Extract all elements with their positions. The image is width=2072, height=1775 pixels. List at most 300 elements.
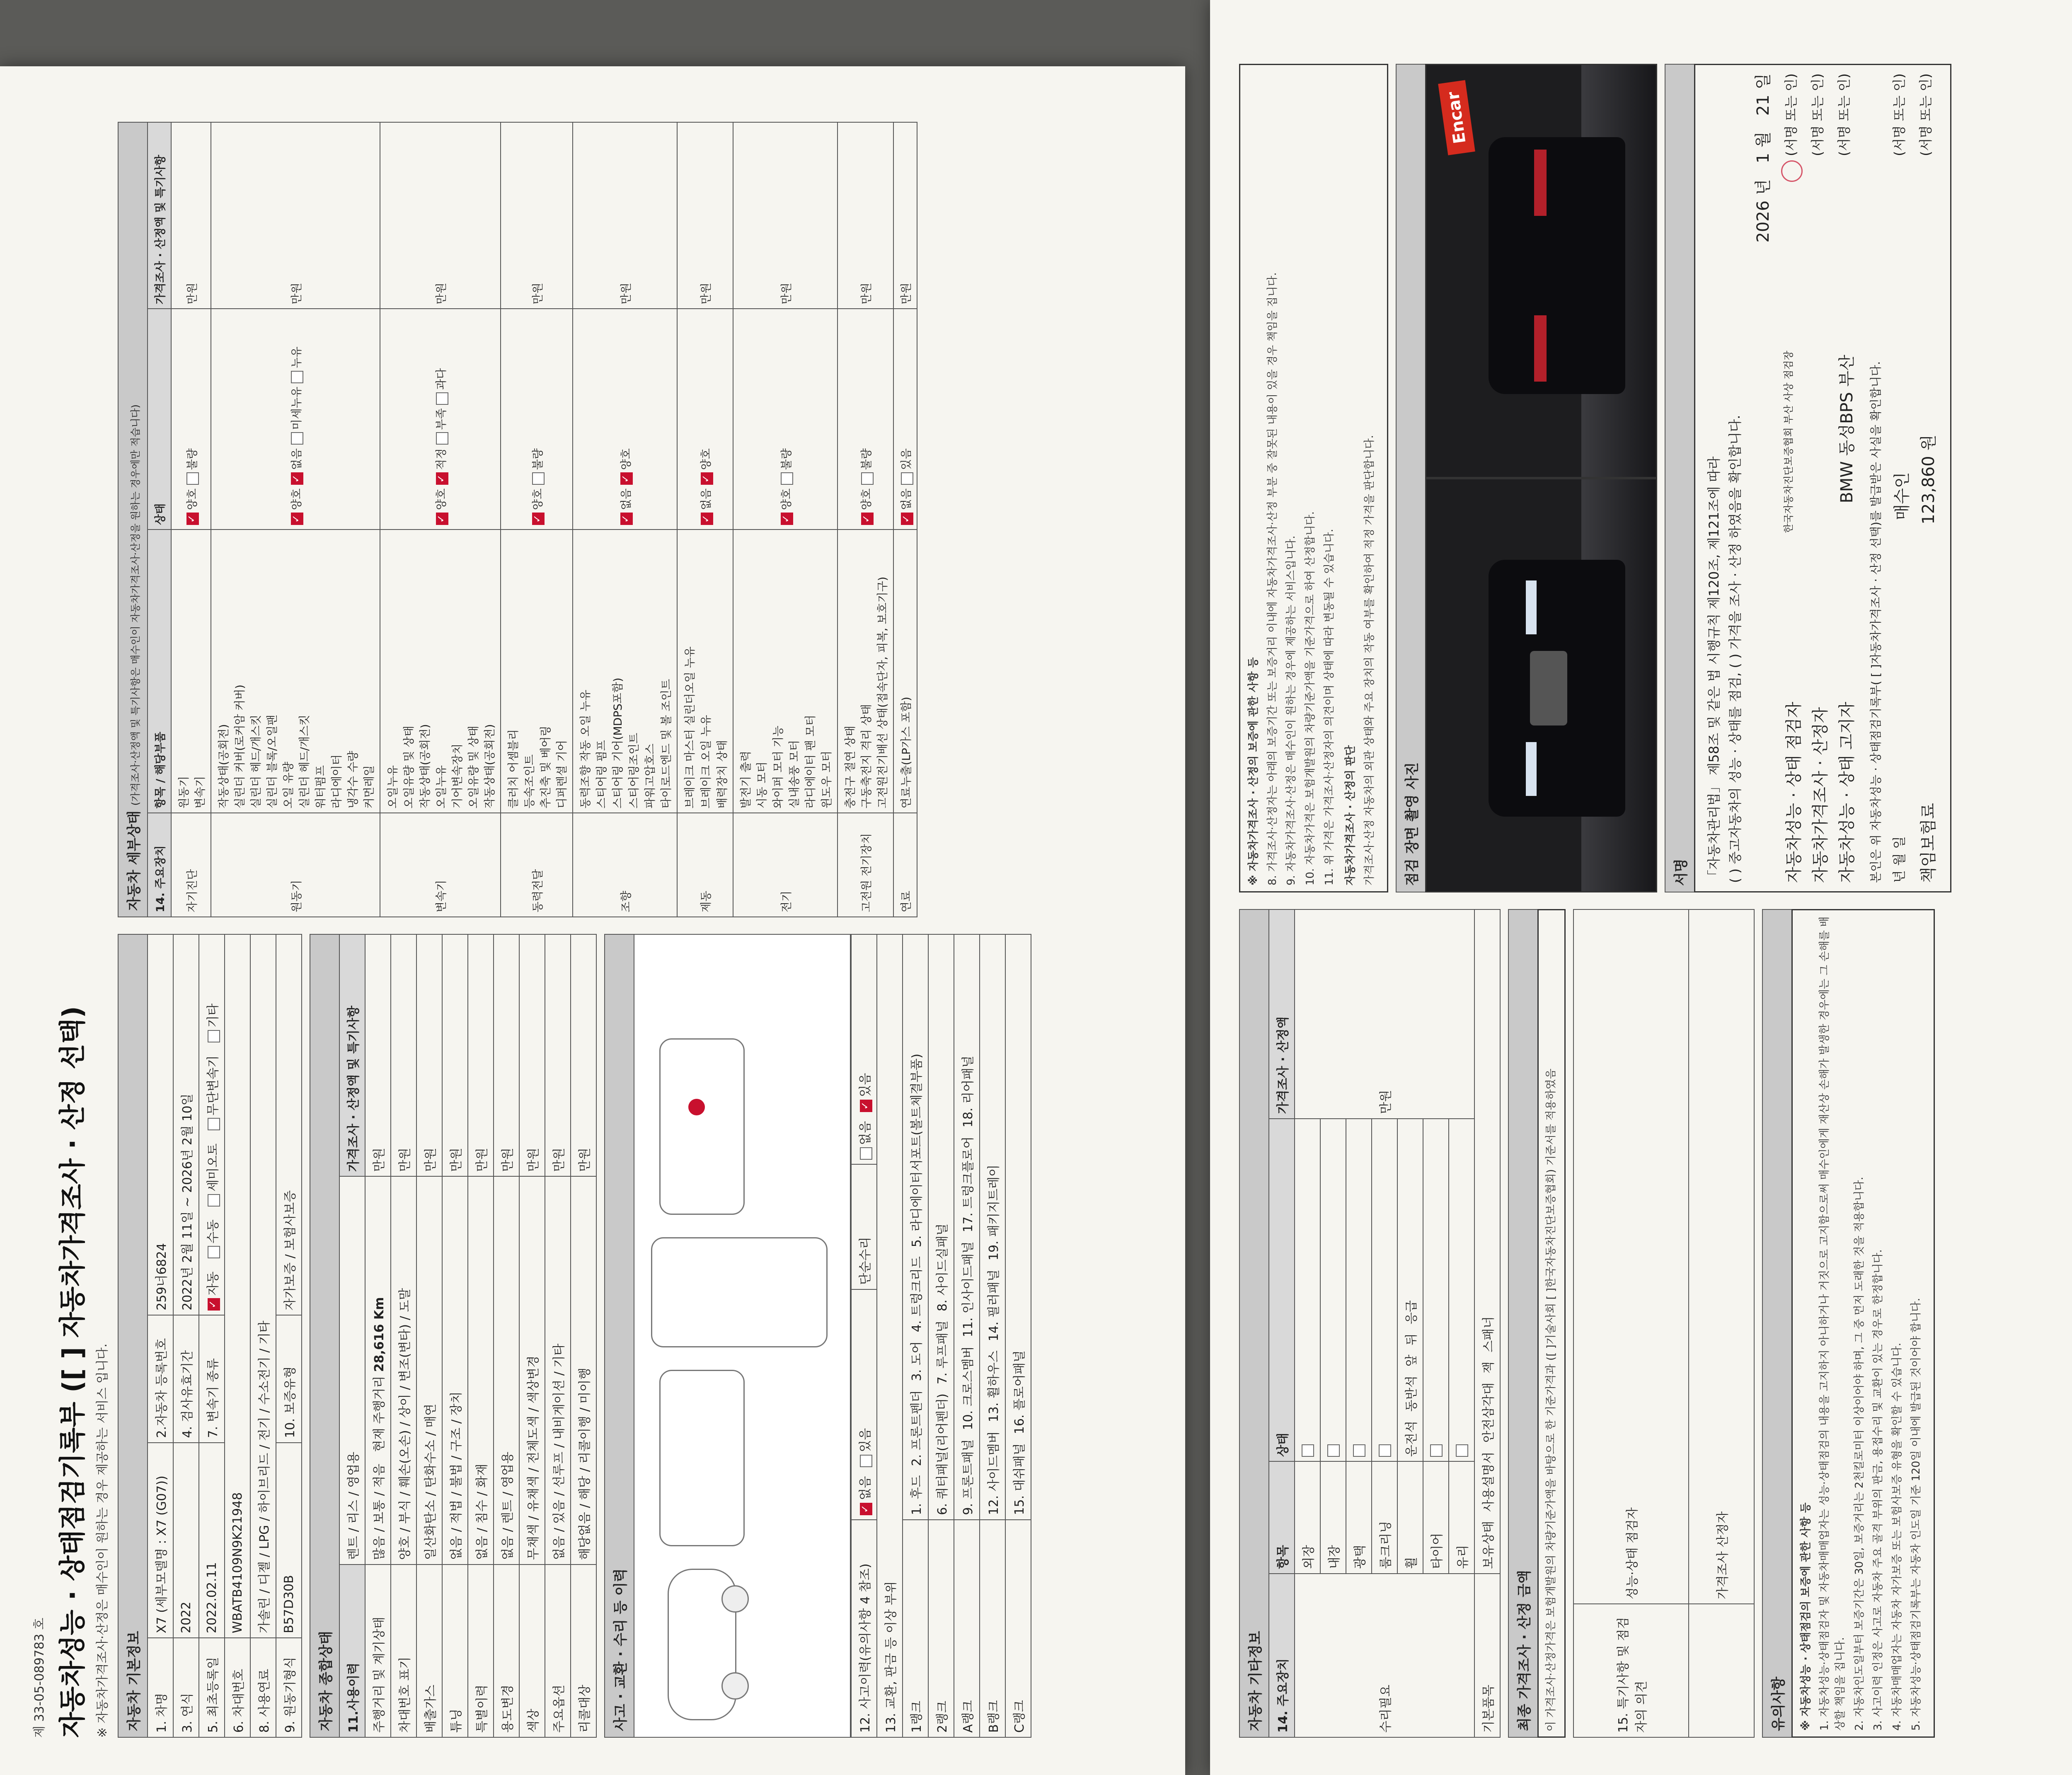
state-word: 양호 — [780, 488, 793, 510]
signature-header: 서명 — [1665, 64, 1694, 892]
repair-state — [1346, 1119, 1372, 1462]
detail-unit: 만원 — [677, 122, 733, 309]
checkbox — [208, 1030, 220, 1042]
panel-item: 2. 프론트펜더 — [910, 1390, 924, 1466]
dealer-line: 자동차성능 · 상태 고지자 — [1837, 701, 1857, 883]
general-row-value: 렌트 / 리스 / 영업용 — [339, 1176, 365, 1565]
doc-number: 제 33-05-089783 호 — [32, 1618, 47, 1738]
transmission-option: 무단변속기 — [206, 1055, 220, 1116]
left-column — [118, 934, 1170, 1738]
detail-state — [838, 309, 893, 530]
detail-item: 기어변속장치 — [451, 743, 464, 809]
accident-option: 없음 — [858, 1476, 873, 1500]
basic-field-label: 4. 검사유효기간 — [173, 1315, 199, 1443]
outer-rank2 — [928, 934, 954, 1520]
detail-items — [573, 530, 677, 813]
state-word: 불량 — [531, 448, 545, 470]
detail-section: 조향 — [573, 813, 677, 917]
basic-field-label: 9. 원동기형식 — [276, 1638, 302, 1737]
buyer-row — [1889, 73, 1915, 883]
panel-item: 7. 루프패널 — [935, 1320, 950, 1385]
insurance-row — [1915, 73, 1942, 883]
basic-field-label: 5. 최초등록일 — [199, 1638, 225, 1737]
detail-items — [733, 530, 838, 813]
basic-field-label: 1. 차명 — [148, 1638, 173, 1737]
checkbox — [186, 472, 199, 485]
encar-badge: Encar — [1438, 80, 1475, 155]
detail-item: 브레이크 마스터 실린더오일 누유 — [684, 646, 697, 809]
detail-item: 변속기 — [194, 776, 207, 809]
checkbox — [860, 1147, 872, 1160]
detail-state — [380, 309, 501, 530]
basic-field-value: WBATB4109N9K21948 — [225, 934, 250, 1638]
general-row-label: 주요옵션 — [545, 1565, 571, 1737]
price-unit: 만원 — [391, 934, 416, 1176]
repair-row: 휠 — [1397, 1461, 1423, 1574]
detail-item: 원동기 — [178, 776, 191, 809]
detail-item: 작동상태(공회전) — [419, 724, 432, 809]
panel-item: 8. 사이드실패널 — [935, 1224, 950, 1312]
detail-item: 작동상태(공회전) — [218, 724, 230, 809]
checkbox — [861, 513, 874, 525]
right-column — [118, 122, 1170, 917]
car-headlight — [1526, 580, 1537, 634]
checkbox — [436, 432, 448, 445]
buyer-label: 매수인 — [1892, 472, 1912, 520]
detail-section: 고전원 전기장치 — [838, 813, 893, 917]
detail-items — [893, 530, 917, 813]
mileage-label: 현재 주행거리 — [372, 1376, 387, 1452]
detail-section: 원동기 — [211, 813, 380, 917]
caution-line: 4. 자동차매매업자는 자동차 자가보증 또는 보험사보증 유형을 확인할 수 있습니다. — [1891, 1342, 1904, 1731]
panel-item: 1. 후드 — [910, 1475, 924, 1515]
main-b — [980, 934, 1005, 1520]
detail-col-price: 가격조사 · 산정액 및 특기사항 — [148, 122, 171, 309]
general-row-options: 많음 / 보통 / 적음 — [372, 1463, 387, 1560]
checkbox — [701, 472, 713, 485]
main-a — [954, 934, 980, 1520]
detail-item: 스티어링조인트 — [628, 733, 641, 809]
basic-item: 사용설명서 — [1481, 1451, 1496, 1512]
detail-item: 스티어링 기어(MDPS포함) — [612, 677, 625, 809]
basic-info-header: 자동차 기본정보 — [118, 934, 147, 1738]
detail-item: 추진축 및 베어링 — [540, 725, 552, 809]
repair-row: 타이어 — [1423, 1461, 1449, 1574]
basic-field-label: 8. 사용연료 — [250, 1638, 276, 1737]
detail-item: 윈도우 모터 — [821, 751, 833, 809]
detail-item: 시동 모터 — [756, 762, 769, 809]
checkbox — [620, 472, 633, 485]
checkbox — [208, 1298, 220, 1311]
detail-items — [171, 530, 211, 813]
checkbox — [860, 1455, 872, 1467]
accident-options — [851, 1289, 877, 1519]
detail-unit: 만원 — [501, 122, 573, 309]
rank-label: 2랭크 — [928, 1520, 954, 1737]
detail-header — [118, 122, 147, 917]
buyer-date: 년 월 일 — [1891, 836, 1907, 883]
buyer-sign: (서명 또는 인) — [1891, 73, 1907, 156]
main-c — [1005, 934, 1031, 1520]
price-person-sign: (서명 또는 인) — [1810, 73, 1826, 156]
repair-state — [1397, 1119, 1423, 1462]
state-word: 없음 — [700, 488, 713, 510]
state-word: 불량 — [860, 448, 873, 470]
car-frame-outline — [651, 1237, 828, 1347]
simple-repair-label: 단순수리 — [851, 1164, 877, 1289]
panels-label: 13. 교환, 판금 등 이상 부위 — [877, 934, 903, 1737]
price-unit: 만원 — [545, 934, 571, 1176]
state-word: 불량 — [780, 448, 793, 470]
panel-item: 18. 리어패널 — [961, 1055, 975, 1128]
price-unit: 만원 — [494, 934, 519, 1176]
detail-state — [211, 309, 380, 530]
checkbox — [781, 472, 793, 485]
general-row-label: 용도변경 — [494, 1565, 519, 1737]
detail-items — [838, 530, 893, 813]
detail-state — [171, 309, 211, 530]
detail-section: 제동 — [677, 813, 733, 917]
price-line: 11. 위 가격은 가격조사·산정자의 의견이며 상태에 따라 변동될 수 있습니다. — [1323, 529, 1336, 885]
checkbox — [291, 371, 303, 383]
price-certify-text: 가격조사·산정 자동차의 외관 상태와 주요 장치의 작동 여부를 확인하여 적정 가격을 판단합니다. — [1363, 435, 1376, 885]
general-row-label: 11.사용이력 — [339, 1565, 365, 1737]
photo-header: 점검 장면 촬영 사진 — [1396, 64, 1425, 892]
basic-field-label: 2.자동차 등록번호 — [148, 1315, 173, 1443]
right-page-inner — [1239, 37, 2072, 1738]
state-word: 없음 — [620, 488, 633, 510]
detail-item: 파워고압호스 — [644, 743, 657, 809]
state-word: 적정 — [435, 448, 448, 470]
checkbox — [860, 1100, 872, 1112]
detail-item: 오일 유량 — [282, 762, 295, 809]
state-word: 양호 — [860, 488, 873, 510]
price-unit: 만원 — [416, 934, 442, 1176]
special-notes-table — [1573, 909, 1755, 1738]
basic-field-value: 2022 — [173, 1443, 199, 1638]
basic-item: 안전삼각대 — [1481, 1382, 1496, 1443]
detail-item: 구동축전지 격리 상태 — [860, 704, 873, 809]
transmission-option: 자동 — [206, 1271, 220, 1296]
signature-box — [1694, 64, 1951, 892]
general-row-value: 일산화탄소 / 탄화수소 / 매연 — [416, 1176, 442, 1565]
general-row-label: 튜닝 — [442, 1565, 468, 1737]
detail-state — [893, 309, 917, 530]
panel-item: 12. 사이드멤버 — [987, 1431, 1001, 1515]
detail-item: 실린더 커버(로커암 커버) — [234, 684, 247, 809]
car-top-outline — [659, 1370, 745, 1546]
detail-item: 실린더 블록/오일팬 — [266, 714, 279, 809]
detail-col-item: 항목 / 해당부품 — [148, 530, 171, 813]
basic-field-label: 10. 보증유형 — [276, 1315, 302, 1443]
detail-col-state: 상태 — [148, 309, 171, 530]
checkbox — [901, 472, 913, 485]
panel-item: 15. 대쉬패널 — [1012, 1443, 1027, 1515]
detail-item: 고전원전기배선 상태(접속단자, 피복, 보호기구) — [876, 576, 889, 809]
rank-label: C랭크 — [1005, 1520, 1031, 1737]
final-price-header: 최종 가격조사 · 산정 금액 — [1508, 909, 1537, 1738]
general-row-label: 배출가스 — [416, 1565, 442, 1737]
checkbox — [291, 472, 303, 485]
price-unit: 만원 — [365, 934, 391, 1176]
detail-unit: 만원 — [380, 122, 501, 309]
detail-item: 워터펌프 — [315, 765, 327, 809]
detail-section: 변속기 — [380, 813, 501, 917]
detail-unit: 만원 — [573, 122, 677, 309]
other-col-main: 14. 주요장치 — [1269, 1574, 1295, 1737]
panel-item: 9. 프론트패널 — [961, 1439, 975, 1515]
detail-item: 오일누유 — [387, 765, 399, 809]
position-word: 운전석 — [1404, 1421, 1419, 1457]
panel-item: 6. 쿼터패널(리어펜더) — [935, 1393, 950, 1515]
checkbox — [186, 513, 199, 525]
checkbox — [208, 1194, 220, 1207]
repair-state — [1423, 1119, 1449, 1462]
checkbox — [532, 513, 545, 525]
checkbox — [532, 472, 545, 485]
detail-state — [733, 309, 838, 530]
inspector-sign: (서명 또는 인) — [1783, 73, 1799, 156]
price-inspector-label: 가격조사 산정자 — [1689, 909, 1754, 1604]
general-status-header: 자동차 종합상태 — [310, 934, 339, 1738]
date-year: 2026 년 — [1754, 179, 1773, 243]
position-word: 동반석 — [1404, 1376, 1419, 1412]
simple-repair-option: 없음 — [858, 1121, 873, 1145]
rank-label: 1랭크 — [903, 1520, 928, 1737]
basic-item: 잭 — [1481, 1361, 1496, 1374]
confirm-text2: ( ) 중고자동차의 성능 · 상태를 점검, ( ) 가격을 조사 · 산정 하였음을 확인합니다. — [1727, 415, 1743, 883]
panel-item: 13. 휠하우스 — [987, 1350, 1001, 1422]
detail-item: 클러치 어셈블리 — [507, 729, 520, 809]
state-word: 부족 — [435, 408, 448, 430]
car-body-rear — [1489, 137, 1625, 394]
car-taillight — [1534, 315, 1547, 382]
basic-items — [1474, 909, 1500, 1574]
price-column-header: 가격조사 · 산정액 및 특기사항 — [339, 934, 365, 1176]
state-word: 없음 — [900, 488, 913, 510]
detail-item: 디퍼렌셜 기어 — [556, 740, 569, 809]
accident-table — [851, 934, 1031, 1738]
caution-header: 유의사항 — [1762, 909, 1791, 1738]
dealer-name: BMW 동성BPS 부산 — [1837, 355, 1857, 503]
accident-header: 사고 · 교환 · 수리 등 이력 — [604, 934, 634, 1738]
detail-item: 등속조인트 — [523, 754, 536, 809]
detail-col-main: 14. 주요장치 — [148, 813, 171, 917]
basic-field-value: 2022.02.11 — [199, 1443, 225, 1638]
detail-section: 자기진단 — [171, 813, 211, 917]
detail-item: 냉각수 수량 — [347, 751, 360, 809]
transmission-options — [199, 934, 225, 1315]
price-guarantee-box — [1239, 64, 1388, 892]
basic-item: 스패너 — [1481, 1316, 1496, 1352]
doc-title: 자동차성능 · 상태점검기록부 ([ ] 자동차가격조사 · 산정 선택) — [58, 1006, 88, 1738]
state-word: 없음 — [290, 448, 303, 470]
basic-item: 보유상태 — [1481, 1521, 1496, 1569]
price-unit: 만원 — [519, 934, 545, 1176]
repair-state — [1449, 1119, 1474, 1462]
damage-marker-icon — [688, 1099, 705, 1115]
price-line: 8. 가격조사·산정자는 아래의 보증기간 또는 보증거리 이내에 자동차가격조사·산정 부분 중 잘못된 내용이 있을 경우 책임을 집니다. — [1266, 272, 1279, 885]
detail-state — [677, 309, 733, 530]
inspection-photo-front — [1425, 478, 1657, 892]
state-word: 양호 — [435, 488, 448, 510]
basic-info-table — [147, 934, 302, 1738]
checkbox — [901, 513, 913, 525]
repair-state — [1372, 1119, 1397, 1462]
right-document-sheet — [1210, 0, 2072, 1775]
simple-repair-options — [851, 934, 877, 1164]
other-col-state: 상태 — [1269, 1119, 1295, 1462]
panel-item: 17. 트렁크플로어 — [961, 1137, 975, 1233]
inspector-row — [1781, 73, 1807, 883]
detail-items — [677, 530, 733, 813]
general-row-value: 없음 / 렌트 / 영업용 — [494, 1176, 519, 1565]
price-unit: 만원 — [571, 934, 596, 1176]
state-word: 양호 — [700, 448, 713, 470]
panel-item: 10. 크로스멤버 — [961, 1346, 975, 1430]
price-person-line: 자동차가격조사 · 산정자 — [1811, 707, 1830, 883]
detail-unit: 만원 — [893, 122, 917, 309]
caution-line: 5. 자동차성능·상태점검기록부는 자동차 인도일 기준 120일 이내에 발급된 것이어야 합니다. — [1910, 1298, 1922, 1731]
detail-item: 오일유량 및 상태 — [467, 725, 480, 809]
car-taillight — [1534, 150, 1547, 216]
detail-item: 충전구 절연 상태 — [844, 725, 857, 809]
final-price-note: 이 가격조사·산정가격은 보험개발원의 차량기준가액을 바탕으로 한 기준가격과 ([ ]기술사회 [ ]한국자동차진단보증협회) 기준서를 적용하였음 — [1537, 909, 1566, 1738]
detail-item: 연료누출(LP가스 포함) — [900, 696, 913, 809]
detail-item: 커먼레일 — [363, 765, 376, 809]
checkbox — [208, 1246, 220, 1258]
general-status-table — [339, 934, 597, 1738]
general-row-value — [365, 1176, 391, 1565]
date-day: 21 일 — [1754, 73, 1773, 116]
general-row-label: 차대번호 표기 — [391, 1565, 416, 1737]
general-row-value: 무채색 / 유채색 / 전체도색 / 색상변경 — [519, 1176, 545, 1565]
price-person-row — [1807, 73, 1834, 883]
detail-items — [380, 530, 501, 813]
transmission-option: 기타 — [206, 1003, 220, 1028]
checkbox — [291, 432, 303, 445]
photo-strip — [1425, 64, 1657, 892]
confirm-text: 「자동차관리법」 제58조 및 같은 법 시행규칙 제120조, 제121조에 따라 — [1706, 456, 1722, 883]
simple-repair-option: 있음 — [858, 1073, 873, 1097]
inspector-line: 자동차성능 · 상태 점검자 — [1784, 701, 1804, 883]
general-row-label: 주행거리 및 계기상태 — [365, 1565, 391, 1737]
price-guarantee-header: ※ 자동차가격조사 · 산정의 보증에 관한 사항 등 — [1247, 657, 1260, 885]
rank-label: A랭크 — [954, 1520, 980, 1737]
doc-subtitle-note: ※ 자동차가격조사·산정은 매수인이 원하는 경우 제공하는 서비스 입니다. — [95, 1343, 110, 1738]
state-word: 과다 — [435, 368, 448, 390]
transmission-option: 수동 — [206, 1219, 220, 1244]
basic-field-label: 3. 연식 — [173, 1638, 199, 1737]
price-line: 10. 자동차가격은 보험개발원의 차량기준가액을 기준가격으로 하여 산정합니다. — [1304, 511, 1317, 885]
general-row-value: 없음 / 침수 / 화재 — [468, 1176, 494, 1565]
repair-row: 유리 — [1449, 1461, 1474, 1574]
checkbox — [436, 472, 448, 485]
state-word: 미세누유 — [290, 387, 303, 430]
state-word: 양호 — [531, 488, 545, 510]
repair-row: 외장 — [1295, 1461, 1320, 1574]
caution-line: 1. 자동차성능·상태점검자 및 자동차매매업자는 성능·상태점검의 내용을 고지하지 아니하거나 거짓으로 고지함으로써 매수인에게 재산상 손해가 발생한 경우에는 그 손해를 배상할 책임을 집니다. — [1818, 916, 1847, 1731]
other-info-header: 자동차 기타정보 — [1239, 909, 1268, 1738]
checkbox — [1430, 1444, 1443, 1457]
detail-section: 전기 — [733, 813, 838, 917]
general-row-label: 색상 — [519, 1565, 545, 1737]
basic-field-label: 6. 차대번호 — [225, 1638, 250, 1737]
general-row-value: 양호 / 부식 / 훼손(오손) / 상이 / 변조(변타) / 도말 — [391, 1176, 416, 1565]
state-word: 양호 — [620, 448, 633, 470]
checkbox — [860, 1503, 872, 1515]
position-word: 앞 — [1404, 1354, 1419, 1367]
repair-state — [1295, 1119, 1320, 1462]
date-month: 1 월 — [1754, 131, 1773, 164]
detail-title: 자동차 세부상태 — [126, 810, 143, 911]
checkbox — [1353, 1444, 1365, 1457]
detail-state — [501, 309, 573, 530]
detail-unit: 만원 — [733, 122, 838, 309]
detail-item: 작동상태(공회전) — [484, 724, 496, 809]
state-word: 있음 — [900, 448, 913, 470]
panel-item: 4. 트렁크리드 — [910, 1256, 924, 1332]
caution-box — [1791, 909, 1935, 1738]
caution-line: 2. 자동차인도일부터 보증기간은 30일, 보증거리는 2천킬로미터 이상이어야 하며, 그 중 먼저 도래한 것을 적용합니다. — [1853, 1177, 1866, 1731]
detail-item: 동력조향 작동 오일 누유 — [579, 689, 592, 809]
basic-field-value: 259너6824 — [148, 934, 173, 1315]
checkbox — [291, 513, 303, 525]
checkbox — [208, 1118, 220, 1130]
checkbox — [701, 513, 713, 525]
state-word: 누유 — [290, 346, 303, 368]
basic-field-value: B57D30B — [276, 1443, 302, 1638]
caution-line: 3. 사고이력 인정은 사고로 자동차 주요 골격 부위의 판금, 용접수리 및 교환이 있는 경우로 한정합니다. — [1872, 1249, 1885, 1731]
insurer-label: 책임보험료 — [1919, 803, 1938, 883]
dealer-row — [1834, 73, 1860, 883]
checkbox — [1327, 1444, 1340, 1457]
detail-note: (가격조사·산정액 및 특기사항은 매수인이 자동차가격조사·산정을 원하는 경우에만 적습니다) — [130, 404, 141, 806]
car-headlight — [1526, 742, 1537, 796]
detail-item: 오일유량 및 상태 — [403, 725, 416, 809]
position-word: 응급 — [1404, 1300, 1419, 1325]
general-row-value: 없음 / 있음 / 선루프 / 내비게이션 / 기타 — [545, 1176, 571, 1565]
checkbox — [1379, 1444, 1391, 1457]
detail-table — [147, 122, 917, 917]
detail-item: 타이로드엔드 및 볼 조인트 — [660, 679, 673, 809]
position-word: 뒤 — [1404, 1333, 1419, 1346]
basic-field-value: 가솔린 / 디젤 / LPG / 하이브리드 / 전기 / 수소전기 / 기타 — [250, 934, 276, 1638]
wheel-icon — [721, 1585, 749, 1613]
seal-stamp-icon — [1781, 160, 1803, 182]
checkbox — [620, 513, 633, 525]
detail-items — [211, 530, 380, 813]
checkbox — [1456, 1444, 1468, 1457]
mileage-value: 28,616 Km — [372, 1297, 387, 1372]
detail-item: 라디에이터 — [331, 754, 344, 809]
detail-section: 동력전달 — [501, 813, 573, 917]
rank-label: B랭크 — [980, 1520, 1005, 1737]
basic-field-value: 2022년 2월 11일 ~ 2026년 2월 10일 — [173, 934, 199, 1315]
detail-unit: 만원 — [838, 122, 893, 309]
checkbox — [781, 513, 793, 525]
car-grille — [1530, 651, 1567, 725]
detail-unit: 만원 — [171, 122, 211, 309]
caution-sub: ※ 자동차성능 · 상태점검의 보증에 관한 사항 등 — [1799, 1502, 1812, 1731]
state-word: 양호 — [186, 488, 199, 510]
wheel-icon — [721, 1672, 749, 1700]
general-row-label: 리콜대상 — [571, 1565, 596, 1737]
checkbox — [1302, 1444, 1314, 1457]
detail-item: 오일누유 — [435, 765, 448, 809]
panel-item: 16. 플로어패널 — [1012, 1350, 1027, 1434]
price-certify-header: 자동차가격조사 · 산정의 판단 — [1344, 745, 1357, 885]
